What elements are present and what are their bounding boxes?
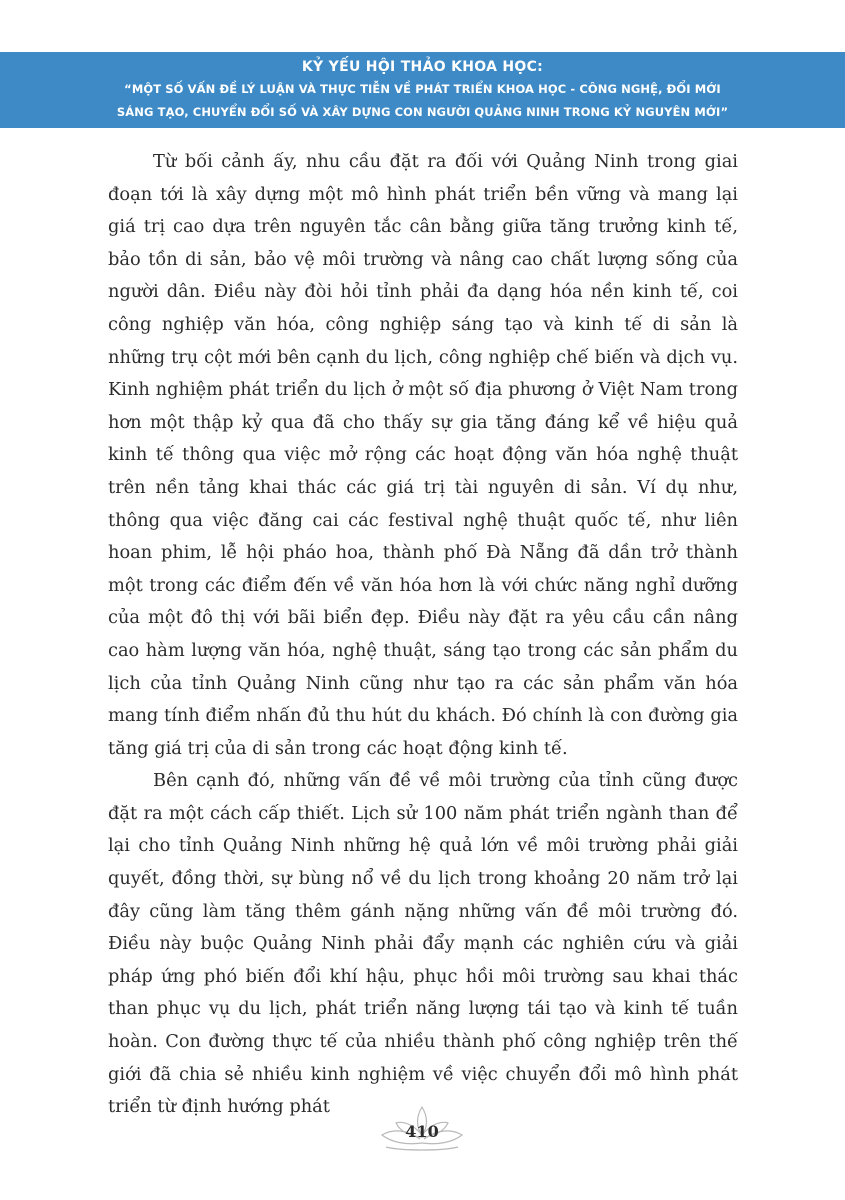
page-number-ornament — [372, 1105, 472, 1153]
paragraph-1: Từ bối cảnh ấy, nhu cầu đặt ra đối với Quảng Ninh trong giai đoạn tới là xây dựng một mô hình phát triển bền vững và mang lại giá trị cao dựa trên nguyên tắc cân bằng giữa tăng trưởng kinh tế, bảo tồn di sản, bảo vệ môi trường và nâng cao chất lượng sống của người dân. Điều này đòi hỏi tỉnh phải đa dạng hóa nền kinh tế, coi công nghiệp văn hóa, công nghiệp sáng tạo và kinh tế di sản là những trụ cột mới bên cạnh du lịch, công nghiệp chế biến và dịch vụ. Kinh nghiệm phát triển du lịch ở một số địa phương ở Việt Nam trong hơn một thập kỷ qua đã cho thấy sự gia tăng đáng kể về hiệu quả kinh tế thông qua việc mở rộng các hoạt động văn hóa nghệ thuật trên nền tảng khai thác các giá trị tài nguyên di sản. Ví dụ như, thông qua việc đăng cai các festival nghệ thuật quốc tế, như liên hoan phim, lễ hội pháo hoa, thành phố Đà Nẵng đã dần trở thành một trong các điểm đến về văn hóa hơn là với chức năng nghỉ dưỡng của một đô thị với bãi biển đẹp. Điều này đặt ra yêu cầu cần nâng cao hàm lượng văn hóa, nghệ thuật, sáng tạo trong các sản phẩm du lịch của tỉnh Quảng Ninh cũng như tạo ra các sản phẩm văn hóa mang tính điểm nhấn đủ thu hút du khách. Đó chính là con đường gia tăng giá trị của di sản trong các hoạt động kinh tế. — [108, 151, 738, 759]
header-subtitle-line-1: “MỘT SỐ VẤN ĐỀ LÝ LUẬN VÀ THỰC TIỄN VỀ PHÁT TRIỂN KHOA HỌC - CÔNG NGHỆ, ĐỔI MỚI — [124, 82, 721, 96]
page-number: 410 — [405, 1122, 439, 1141]
header-subtitle-line-2: SÁNG TẠO, CHUYỂN ĐỔI SỐ VÀ XÂY DỰNG CON NGƯỜI QUẢNG NINH TRONG KỶ NGUYÊN MỚI” — [116, 105, 729, 119]
header-title: KỶ YẾU HỘI THẢO KHOA HỌC: — [301, 59, 544, 75]
body-text — [108, 146, 738, 1124]
paragraph-2: Bên cạnh đó, những vấn đề về môi trường của tỉnh cũng được đặt ra một cách cấp thiết. Lịch sử 100 năm phát triển ngành than để lại cho tỉnh Quảng Ninh những hệ quả lớn về môi trường phải giải quyết, đồng thời, sự bùng nổ về du lịch trong khoảng 20 năm trở lại đây cũng làm tăng thêm gánh nặng những vấn đề môi trường đó. Điều này buộc Quảng Ninh phải đẩy mạnh các nghiên cứu và giải pháp ứng phó biến đổi khí hậu, phục hồi môi trường sau khai thác than phục vụ du lịch, phát triển năng lượng tái tạo và kinh tế tuần hoàn. Con đường thực tế của nhiều thành phố công nghiệp trên thế giới đã chia sẻ nhiều kinh nghiệm về việc chuyển đổi mô hình phát triển từ định hướng phát — [108, 770, 738, 1118]
header-band — [0, 52, 845, 128]
